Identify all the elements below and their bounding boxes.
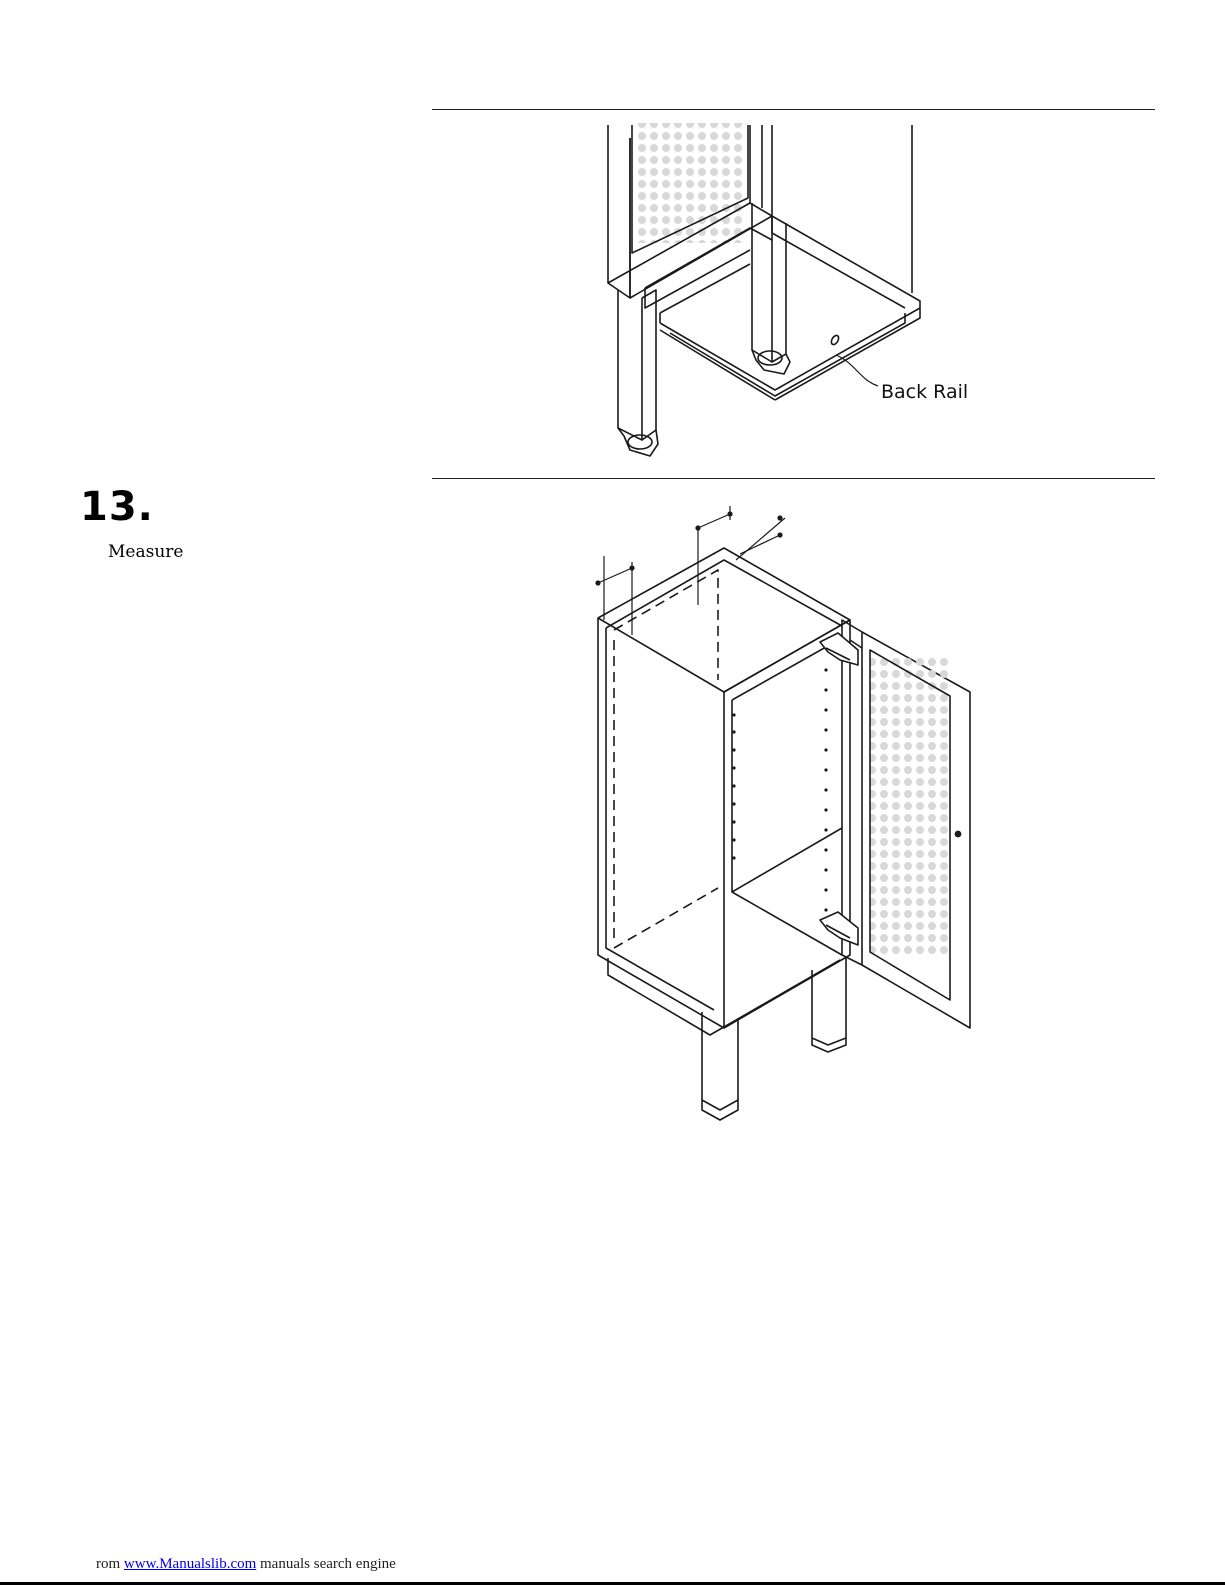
footer-suffix: manuals search engine <box>260 1556 396 1572</box>
footer-prefix: rom <box>96 1556 121 1572</box>
step-number: 13. <box>80 484 154 530</box>
back-rail-illustration <box>600 118 940 468</box>
step-instruction: Measure <box>108 542 184 562</box>
back-rail-label: Back Rail <box>881 381 969 403</box>
manualslib-link[interactable]: www.Manualslib.com <box>123 1556 257 1572</box>
top-divider <box>432 109 1155 110</box>
cabinet-measure-illustration <box>590 500 990 1130</box>
footer-credit <box>96 1556 396 1573</box>
middle-divider <box>432 478 1155 479</box>
